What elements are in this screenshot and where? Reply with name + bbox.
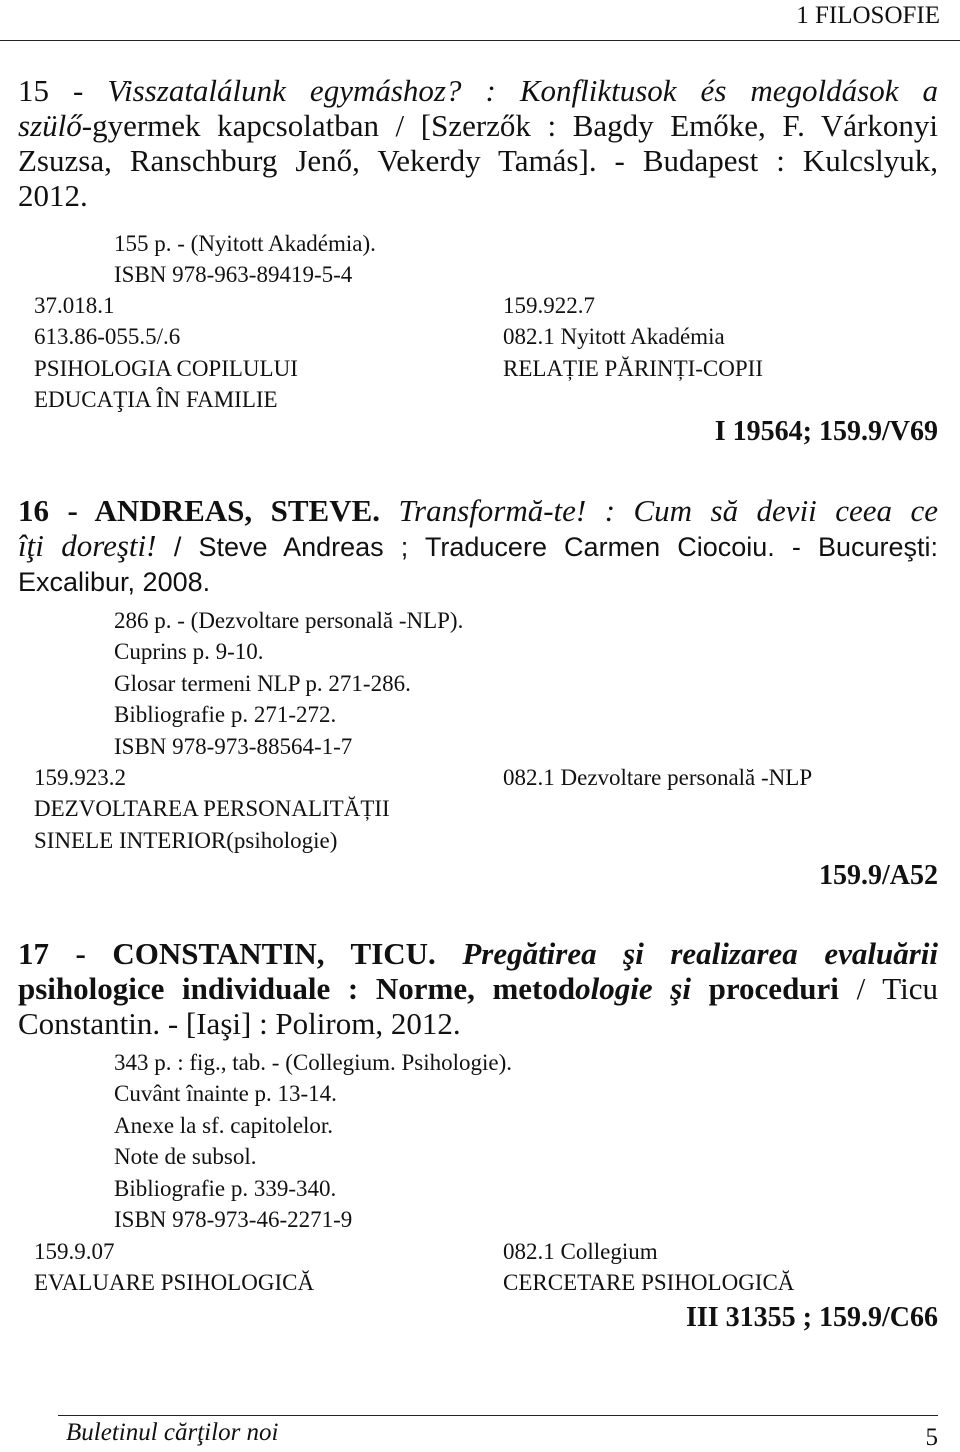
subject: EVALUARE PSIHOLOGICĂ — [34, 1270, 315, 1296]
note: Cuprins p. 9-10. — [114, 639, 264, 665]
entry-15-subjects-right — [503, 290, 763, 384]
entry-15-notes — [114, 228, 376, 291]
subject: 082.1 Nyitott Akadémia — [503, 324, 725, 350]
entry-16-subjects-left — [34, 762, 390, 856]
entry-16-notes — [114, 605, 463, 762]
note: Bibliografie p. 271-272. — [114, 702, 337, 728]
subject: DEZVOLTAREA PERSONALITĂȚII — [34, 796, 390, 822]
entry-17-title-bold-italic: ologie şi — [575, 971, 691, 1006]
entry-16-call-number: 159.9/A52 — [819, 860, 938, 891]
subject: PSIHOLOGIA COPILULUI — [34, 355, 298, 381]
note: Note de subsol. — [114, 1144, 257, 1170]
entry-15-title-line-3: Zsuzsa, Ranschburg Jenő, Vekerdy Tamás]. - Budapest : Kulcslyuk, — [18, 143, 938, 178]
entry-15-title-italic-2: szülő- — [18, 108, 93, 143]
entry-16-subjects-right — [503, 762, 812, 793]
entry-17-call-number: III 31355 ; 159.9/C66 — [685, 1302, 938, 1333]
entry-17-title-bold: psihologice individuale : Norme, metod — [18, 971, 576, 1006]
note: Cuvânt înainte p. 13-14. — [114, 1081, 337, 1107]
subject: CERCETARE PSIHOLOGICĂ — [503, 1270, 795, 1296]
entry-15-title-line-1 — [18, 73, 938, 108]
entry-17-subjects-right — [503, 1236, 794, 1299]
subject: 159.923.2 — [34, 765, 126, 790]
note: 286 p. - (Dezvoltare personală -NLP). — [114, 608, 464, 633]
header-rule — [0, 40, 960, 41]
entry-15-title-line-4: 2012. — [18, 178, 88, 213]
subject: SINELE INTERIOR(psihologie) — [34, 827, 338, 853]
entry-15-title — [18, 73, 938, 213]
entry-16-title — [18, 493, 938, 600]
entry-15-title-line-2 — [18, 108, 938, 143]
subject: RELAȚIE PĂRINȚI-COPII — [503, 355, 763, 381]
entry-15-subjects-left — [34, 290, 298, 416]
note: Bibliografie p. 339-340. — [114, 1175, 337, 1201]
note: Anexe la sf. capitolelor. — [114, 1112, 334, 1138]
note: ISBN 978-973-46-2271-9 — [114, 1207, 353, 1233]
entry-17-title-line-1 — [18, 936, 938, 971]
note: ISBN 978-963-89419-5-4 — [114, 262, 353, 288]
entry-15-title-rest: gyermek kapcsolatban / [Szerzők : Bagdy Emőke, F. Várkonyi — [92, 108, 938, 143]
subject: 37.018.1 — [34, 293, 115, 318]
entry-16-title-line-3: Excalibur, 2008. — [18, 567, 211, 597]
subject: 159.9.07 — [34, 1239, 115, 1264]
footer-rule — [58, 1415, 938, 1416]
subject: 082.1 Collegium — [503, 1239, 658, 1264]
entry-16-title-line-2 — [18, 528, 938, 565]
subject: 613.86-055.5/.6 — [34, 324, 181, 350]
note: 155 p. - (Nyitott Akadémia). — [114, 231, 376, 256]
entry-16-title-rest: / Steve Andreas ; Traducere Carmen Ciocoiu. - Bucureşti: — [173, 532, 938, 562]
entry-17-notes — [114, 1047, 512, 1235]
subject: 159.922.7 — [503, 293, 595, 318]
entry-17-subjects-left — [34, 1236, 314, 1299]
entry-16-title-italic: Transformă-te! : Cum să devii ceea ce — [398, 493, 939, 528]
entry-17-title-bold-end: proceduri — [708, 971, 839, 1006]
subject: EDUCAŢIA ÎN FAMILIE — [34, 387, 278, 413]
entry-17-title-italic: Pregătirea şi realizarea evaluării — [462, 936, 938, 971]
entry-16-title-line-1 — [18, 493, 938, 528]
entry-17-title-rest: / Ticu — [856, 971, 938, 1006]
entry-16-title-italic-2: îţi doreşti! — [18, 528, 157, 563]
footer-page-number: 5 — [925, 1424, 938, 1451]
entry-17-author: 17 - CONSTANTIN, TICU. — [18, 936, 436, 971]
entry-15-title-italic: Visszatalálunk egymáshoz? : Konfliktusok és megoldások a — [107, 73, 939, 108]
entry-17-title-line-3: Constantin. - [Iaşi] : Polirom, 2012. — [18, 1006, 461, 1041]
section-header: 1 FILOSOFIE — [796, 2, 940, 29]
entry-15-call-number: I 19564; 159.9/V69 — [714, 416, 938, 447]
entry-16-author: 16 - ANDREAS, STEVE. — [18, 493, 381, 528]
entry-15-number: 15 - — [18, 73, 108, 108]
subject: 082.1 Dezvoltare personală -NLP — [503, 765, 813, 790]
note: Glosar termeni NLP p. 271-286. — [114, 670, 411, 696]
footer-publication: Buletinul cărţilor noi — [66, 1419, 279, 1446]
note: 343 p. : fig., tab. - (Collegium. Psihologie). — [114, 1050, 512, 1075]
entry-17-title — [18, 936, 938, 1041]
note: ISBN 978-973-88564-1-7 — [114, 733, 353, 759]
entry-17-title-line-2 — [18, 971, 938, 1006]
